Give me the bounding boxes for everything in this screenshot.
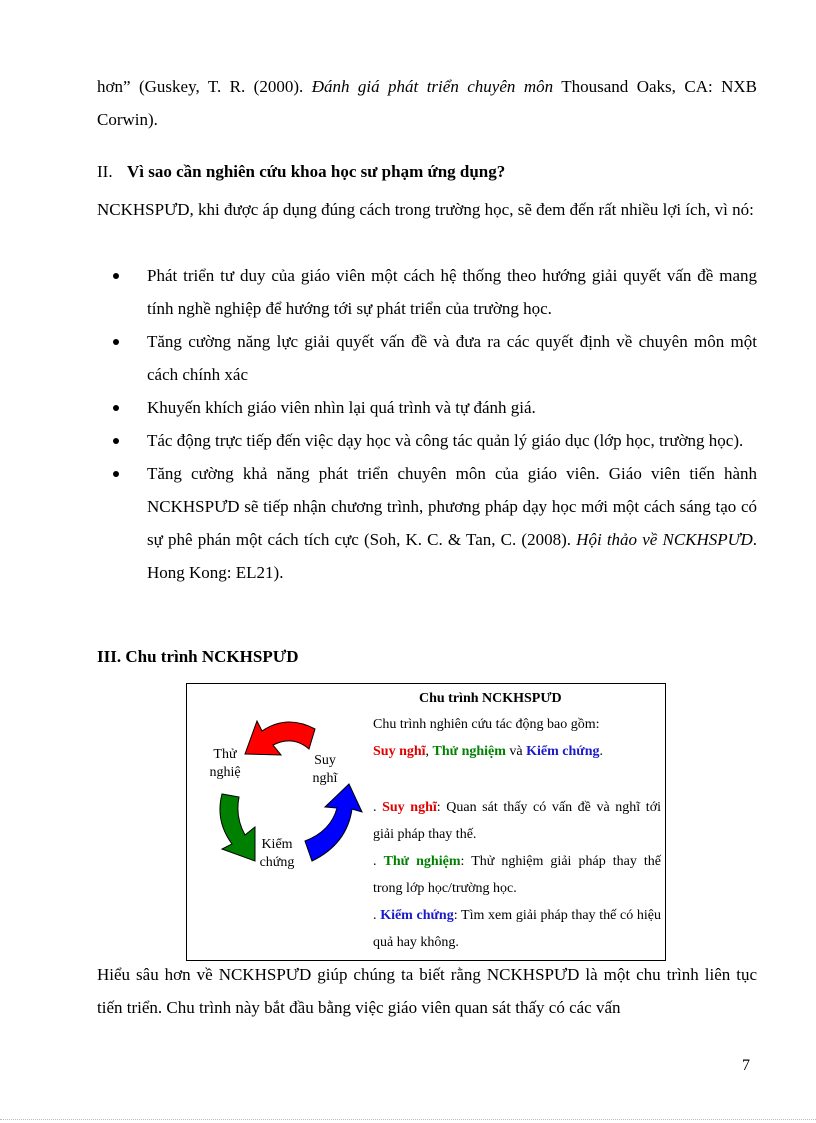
page-number: 7: [742, 1057, 750, 1074]
blue-cycle-arrow-icon: [305, 784, 362, 861]
label-think: Suy nghĩ: [312, 753, 338, 786]
bullet-icon: [113, 438, 119, 444]
green-cycle-arrow-icon: [220, 794, 255, 861]
benefit-list: [97, 259, 757, 589]
diagram-step-think: . Suy nghĩ: Quan sát thấy có vấn đề và nghĩ tới giải pháp thay thế.: [373, 800, 661, 842]
section-2-heading: II. Vì sao cần nghiên cứu khoa học sư phạm ứng dụng?: [97, 162, 506, 181]
diagram-title: Chu trình NCKHSPƯD: [419, 691, 562, 706]
diagram-intro: Chu trình nghiên cứu tác động bao gồm: Suy nghĩ, Thử nghiệm và Kiểm chứng.: [373, 717, 603, 759]
list-item: Phát triển tư duy của giáo viên một cách hệ thống theo hướng giải quyết vấn đề mang tính nghề nghiệp để hướng tới sự phát triển của trường học.: [97, 259, 757, 325]
list-item: Khuyến khích giáo viên nhìn lại quá trình và tự đánh giá.: [97, 391, 757, 424]
section-2-lead: NCKHSPƯD, khi được áp dụng đúng cách trong trường học, sẽ đem đến rất nhiều lợi ích, vì nó:: [97, 200, 754, 219]
red-cycle-arrow-icon: [245, 721, 315, 755]
label-test: Thử nghiệ: [209, 747, 241, 780]
list-item: Tác động trực tiếp đến việc dạy học và công tác quản lý giáo dục (lớp học, trường học).: [97, 424, 757, 457]
bullet-icon: [113, 405, 119, 411]
diagram-step-test: . Thử nghiệm: Thử nghiệm giải pháp thay thế trong lớp học/trường học.: [373, 854, 662, 896]
bullet-icon: [113, 273, 119, 279]
list-item: Tăng cường khả năng phát triển chuyên môn của giáo viên. Giáo viên tiến hành NCKHSPƯD sẽ tiếp nhận chương trình, phương pháp dạy học mới một cách sáng tạo có sự phê phán một cách tích cực (Soh, K. C. & Tan, C. (2008). Hội thảo về NCKHSPƯD. Hong Kong: EL21).: [97, 457, 757, 589]
section-3-heading: III. Chu trình NCKHSPƯD: [97, 647, 299, 666]
intro-reference: hơn” (Guskey, T. R. (2000). Đánh giá phát triển chuyên môn Thousand Oaks, CA: NXB Corwin).: [97, 77, 758, 129]
list-item: Tăng cường năng lực giải quyết vấn đề và đưa ra các quyết định về chuyên môn một cách chính xác: [97, 325, 757, 391]
label-verify: Kiểm chứng: [259, 837, 295, 870]
closing-paragraph: Hiểu sâu hơn về NCKHSPƯD giúp chúng ta biết rằng NCKHSPƯD là một chu trình liên tục tiến triển. Chu trình này bắt đầu bằng việc giáo viên quan sát thấy có các vấn: [97, 965, 757, 1017]
bullet-icon: [113, 339, 119, 345]
diagram-step-verify: . Kiểm chứng: Tìm xem giải pháp thay thế có hiệu quả hay không.: [373, 908, 662, 950]
page-bottom-divider: [0, 1119, 816, 1120]
cycle-diagram-box: [186, 683, 666, 961]
bullet-icon: [113, 471, 119, 477]
